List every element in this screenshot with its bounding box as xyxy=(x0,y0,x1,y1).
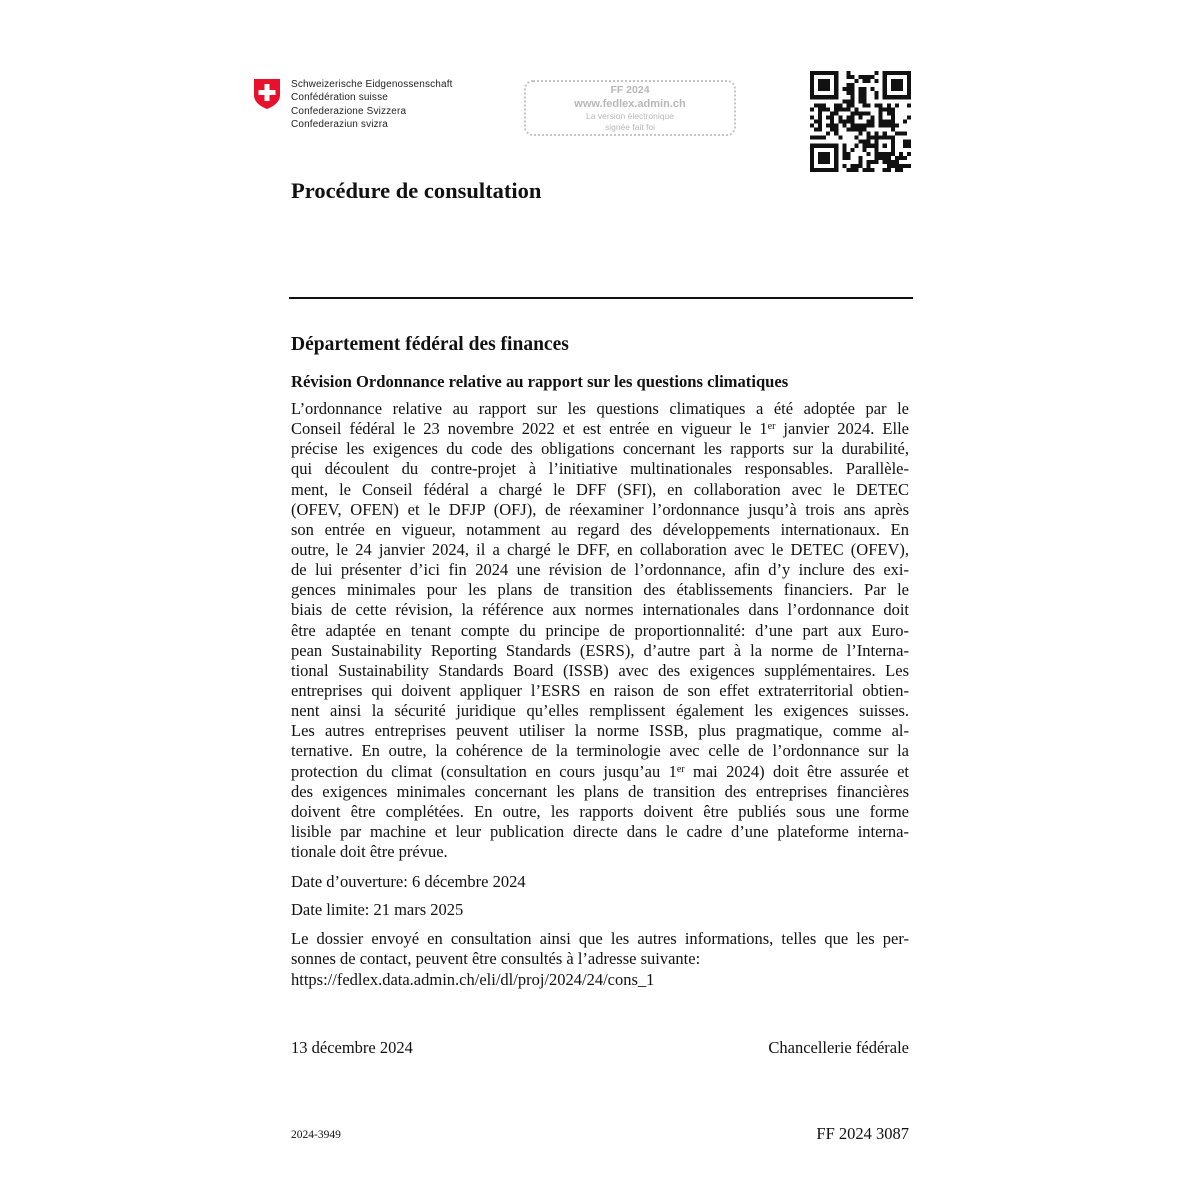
signatory: Chancellerie fédérale xyxy=(768,1038,909,1057)
body-line: doivent être complétées. En outre, les rapports doivent être publiés sous une forme xyxy=(291,801,909,821)
body-line: lisible par machine et leur publication directe dans le cadre d’une plateforme interna- xyxy=(291,821,909,841)
page-title: Procédure de consultation xyxy=(291,178,542,203)
body-line: outre, le 24 janvier 2024, il a chargé le DFF, en collaboration avec le DETEC (OFEV), xyxy=(291,539,909,559)
body-line: son entrée en vigueur, notamment au regard des développements internationaux. En xyxy=(291,519,909,539)
body-line: ment, le Conseil fédéral a chargé le DFF (SFI), en collaboration avec le DETEC xyxy=(291,479,909,499)
subject-heading: Révision Ordonnance relative au rapport sur les questions climatiques xyxy=(291,372,789,391)
org-name-it: Confederazione Svizzera xyxy=(291,105,407,117)
body-line: ternative. En outre, la cohérence de la terminologie avec celle de l’ordonnance sur la xyxy=(291,741,909,761)
body-line: tional Sustainability Standards Board (ISSB) avec des exigences supplémentaires. Les xyxy=(291,660,909,680)
body-line: (OFEV, OFEN) et le DFJP (OFJ), de réexaminer l’ordonnance jusqu’à trois ans après xyxy=(291,499,909,519)
electronic-version-stamp xyxy=(524,80,736,136)
body-line: pean Sustainability Reporting Standards (ESRS), d’autre part à la norme de l’Interna- xyxy=(291,640,909,660)
ff-reference: FF 2024 3087 xyxy=(816,1124,909,1143)
org-name-fr: Confédération suisse xyxy=(291,92,388,104)
opening-date: Date d’ouverture: 6 décembre 2024 xyxy=(291,872,526,891)
stamp-note-2: signée fait foi xyxy=(604,122,656,132)
body-line: gences minimales pour les plans de transition des établissements financiers. Par le xyxy=(291,580,909,600)
org-name-rm: Confederaziun svizra xyxy=(291,119,388,131)
body-line: tionale doit être prévue. xyxy=(291,842,448,862)
body-line: qui découlent du contre-projet à l’initiative multinationales responsables. Parallèle- xyxy=(291,459,909,479)
body-line: être adaptée en tenant compte du principe de proportionnalité: d’une part aux Euro- xyxy=(291,620,909,640)
deadline-date: Date limite: 21 mars 2025 xyxy=(291,900,464,919)
federal-names-block xyxy=(291,78,453,132)
dossier-line: Le dossier envoyé en consultation ainsi que les autres informations, telles que les per- xyxy=(291,929,909,948)
dossier-line: sonnes de contact, peuvent être consultés à l’adresse suivante: xyxy=(291,949,701,969)
stamp-url: www.fedlex.admin.ch xyxy=(574,98,686,110)
dossier-paragraph xyxy=(291,929,909,990)
swiss-cross-icon xyxy=(253,78,281,110)
consultation-link[interactable]: https://fedlex.data.admin.ch/eli/dl/proj/2024/24/cons_1 xyxy=(291,969,655,989)
qr-code-icon xyxy=(810,71,911,172)
body-line: protection du climat (consultation en cours jusqu’au 1er mai 2024) doit être assurée et xyxy=(291,761,909,781)
body-line: entreprises qui doivent appliquer l’ESRS en raison de son effet extraterritorial obtien- xyxy=(291,680,909,700)
org-name-de: Schweizerische Eidgenossenschaft xyxy=(291,79,453,90)
stamp-note-1: La version électronique xyxy=(586,111,674,121)
body-line: Les autres entreprises peuvent utiliser la norme ISSB, plus pragmatique, comme al- xyxy=(291,721,909,741)
body-line: précise les exigences du code des obligations concernant les rapports sur la durabilité, xyxy=(291,439,909,459)
publication-date: 13 décembre 2024 xyxy=(291,1038,413,1057)
body-line: des exigences minimales concernant les plans de transition des entreprises financières xyxy=(291,781,909,801)
stamp-ff: FF 2024 xyxy=(610,84,650,96)
title-divider xyxy=(289,297,913,299)
body-line: Conseil fédéral le 23 novembre 2022 et est entrée en vigueur le 1er janvier 2024. Elle xyxy=(291,419,909,439)
body-line: L’ordonnance relative au rapport sur les questions climatiques a été adoptée par le xyxy=(291,399,909,418)
body-line: biais de cette révision, la référence aux normes internationales dans l’ordonnance doit xyxy=(291,600,909,620)
body-line: nent ainsi la sécurité juridique qu’elles remplissent également les exigences suisses. xyxy=(291,701,909,721)
document-number: 2024-3949 xyxy=(291,1129,341,1141)
body-paragraph xyxy=(291,399,909,862)
body-line: de lui présenter d’ici fin 2024 une révision de l’ordonnance, afin d’y inclure des exi- xyxy=(291,560,909,580)
department-heading: Département fédéral des finances xyxy=(291,334,569,355)
